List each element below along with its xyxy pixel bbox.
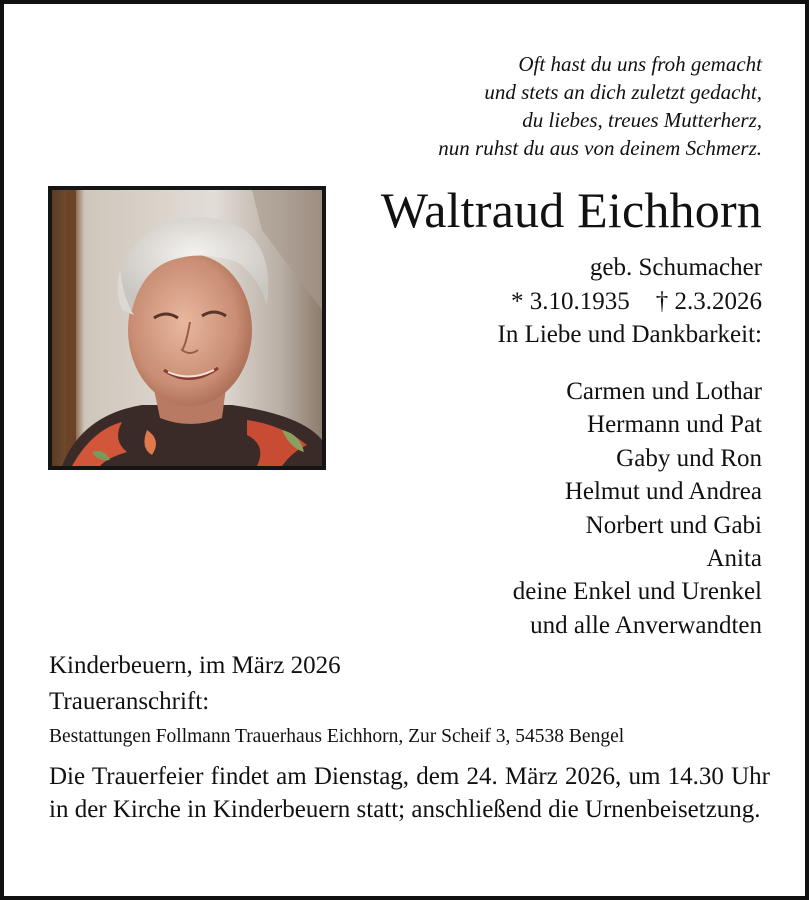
mourner: Gaby und Ron [616, 444, 762, 472]
mourners-list [513, 375, 762, 642]
birth-date: * 3.10.1935 [511, 287, 630, 315]
funeral-address: Bestattungen Follmann Trauerhaus Eichhorn, Zur Scheif 3, 54538 Bengel [49, 726, 625, 747]
mourner: Hermann und Pat [587, 411, 762, 439]
poem-line: und stets an dich zuletzt gedacht, [484, 80, 762, 104]
mourner: und alle Anverwandten [530, 611, 762, 639]
poem-line: du liebes, treues Mutterherz, [522, 108, 762, 132]
dedication: In Liebe und Dankbarkeit: [497, 321, 762, 348]
death-date: † 2.3.2026 [655, 287, 762, 315]
place-date: Kinderbeuern, im März 2026 [49, 652, 341, 679]
poem [438, 50, 762, 162]
ceremony-text: Die Trauerfeier findet am Dienstag, dem 24. März 2026, um 14.30 Uhr in der Kirche in Kinderbeuern statt; anschließend die Urnenbeisetzung. [49, 763, 770, 823]
poem-line: nun ruhst du aus von deinem Schmerz. [438, 136, 762, 160]
portrait-image [52, 190, 322, 466]
deceased-name: Waltraud Eichhorn [380, 182, 762, 238]
birth-name: geb. Schumacher [589, 254, 762, 281]
mourner: deine Enkel und Urenkel [512, 578, 762, 606]
mourner: Norbert und Gabi [585, 511, 762, 539]
address-label: Traueranschrift: [49, 688, 210, 715]
poem-line: Oft hast du uns froh gemacht [518, 52, 762, 76]
life-dates [498, 285, 763, 319]
portrait-photo [48, 186, 326, 470]
mourner: Anita [706, 545, 762, 573]
details-block [498, 251, 763, 352]
mourner: Carmen und Lothar [566, 378, 762, 405]
mourner: Helmut und Andrea [564, 478, 762, 506]
